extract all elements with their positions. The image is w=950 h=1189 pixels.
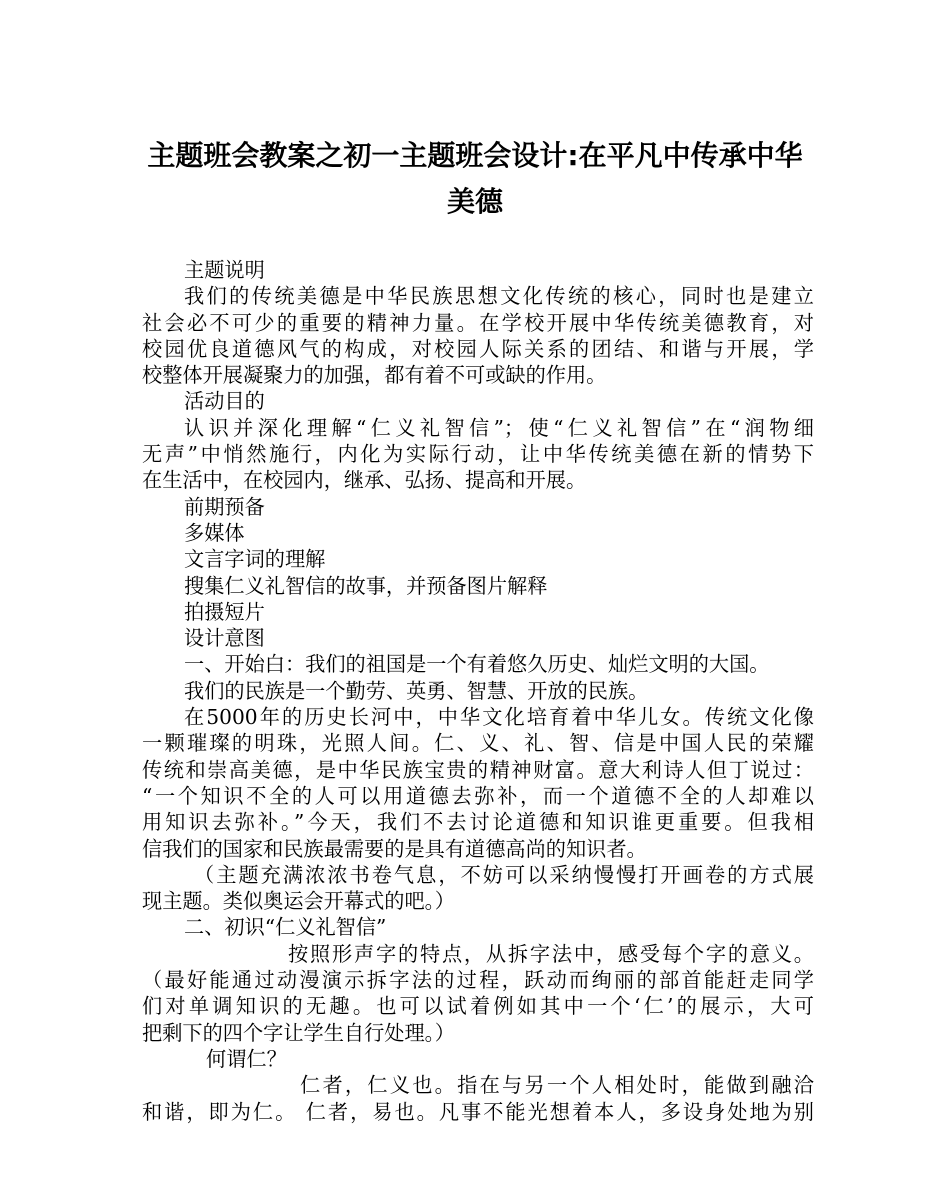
paragraph-line: 把剩下的四个字让学生自行处理。） — [142, 1020, 455, 1045]
document-title-line-1: 主题班会教案之初一主题班会设计:在平凡中传承中华 — [147, 139, 803, 172]
section-heading: 活动目的 — [184, 389, 265, 414]
list-item: 拍摄短片 — [184, 599, 265, 624]
list-item: 文言字词的理解 — [184, 547, 326, 572]
paragraph-line: 我们的民族是一个勤劳、英勇、智慧、开放的民族。 — [184, 678, 649, 703]
document-body — [142, 257, 814, 1125]
paragraph-line: （最好能通过动漫演示拆字法的过程，跃动而绚丽的部首能赶走同学 — [142, 968, 814, 993]
paragraph-line: 在5000年的历史长河中，中华文化培育着中华儿女。传统文化像 — [184, 705, 814, 730]
section-heading: 主题说明 — [184, 258, 265, 282]
paragraph-line: 社会必不可少的重要的精神力量。在学校开展中华传统美德教育，对 — [142, 310, 814, 335]
paragraph-line: 和谐，即为仁。 仁者，易也。凡事不能光想着本人，多设身处地为别 — [142, 1099, 814, 1124]
paragraph-line: 我们的传统美德是中华民族思想文化传统的核心，同时也是建立 — [184, 284, 814, 309]
paragraph-line: 一、开始白：我们的祖国是一个有着悠久历史、灿烂文明的大国。 — [184, 652, 770, 677]
list-item: 多媒体 — [184, 520, 245, 545]
paragraph-line: 校园优良道德风气的构成，对校园人际关系的团结、和谐与开展，学 — [142, 336, 814, 361]
paragraph-line: （主题充满浓浓书卷气息，不妨可以采纳慢慢打开画卷的方式展 — [194, 862, 814, 887]
paragraph-line: 用知识去弥补。”今天，我们不去讨论道德和知识谁更重要。但我相 — [142, 810, 814, 835]
paragraph-line: 一颗璀璨的明珠，光照人间。仁、义、礼、智、信是中国人民的荣耀 — [142, 731, 814, 756]
paragraph-line: 按照形声字的特点，从拆字法中，感受每个字的意义。 — [288, 941, 814, 966]
paragraph-line: 现主题。类似奥运会开幕式的吧。） — [142, 889, 455, 914]
paragraph-line: 在生活中，在校园内，继承、弘扬、提高和开展。 — [142, 468, 587, 493]
section-heading: 二、初识“仁义礼智信” — [184, 915, 387, 940]
paragraph-line: “一个知识不全的人可以用道德去弥补，而一个道德不全的人却难以 — [142, 783, 814, 808]
paragraph-line: 校整体开展凝聚力的加强，都有着不可或缺的作用。 — [142, 363, 607, 388]
paragraph-line: 传统和崇高美德，是中华民族宝贵的精神财富。意大利诗人但丁说过： — [142, 757, 814, 782]
paragraph-line: 仁者，仁义也。指在与另一个人相处时，能做到融洽 — [300, 1073, 814, 1098]
section-heading: 前期预备 — [184, 494, 265, 519]
paragraph-line: 认识并深化理解“仁义礼智信”；使“仁义礼智信”在“润物细 — [184, 415, 814, 440]
sub-heading: 何谓仁？ — [206, 1046, 287, 1071]
paragraph-line: 无声”中悄然施行，内化为实际行动，让中华传统美德在新的情势下 — [142, 442, 814, 467]
paragraph-line: 们对单调知识的无趣。也可以试着例如其中一个‘仁’的展示，大可 — [142, 994, 814, 1019]
list-item: 搜集仁义礼智信的故事，并预备图片解释 — [184, 573, 548, 598]
document-title-line-2: 美德 — [446, 185, 503, 218]
paragraph-line: 信我们的国家和民族最需要的是具有道德高尚的知识者。 — [142, 836, 647, 861]
section-heading: 设计意图 — [184, 626, 265, 651]
